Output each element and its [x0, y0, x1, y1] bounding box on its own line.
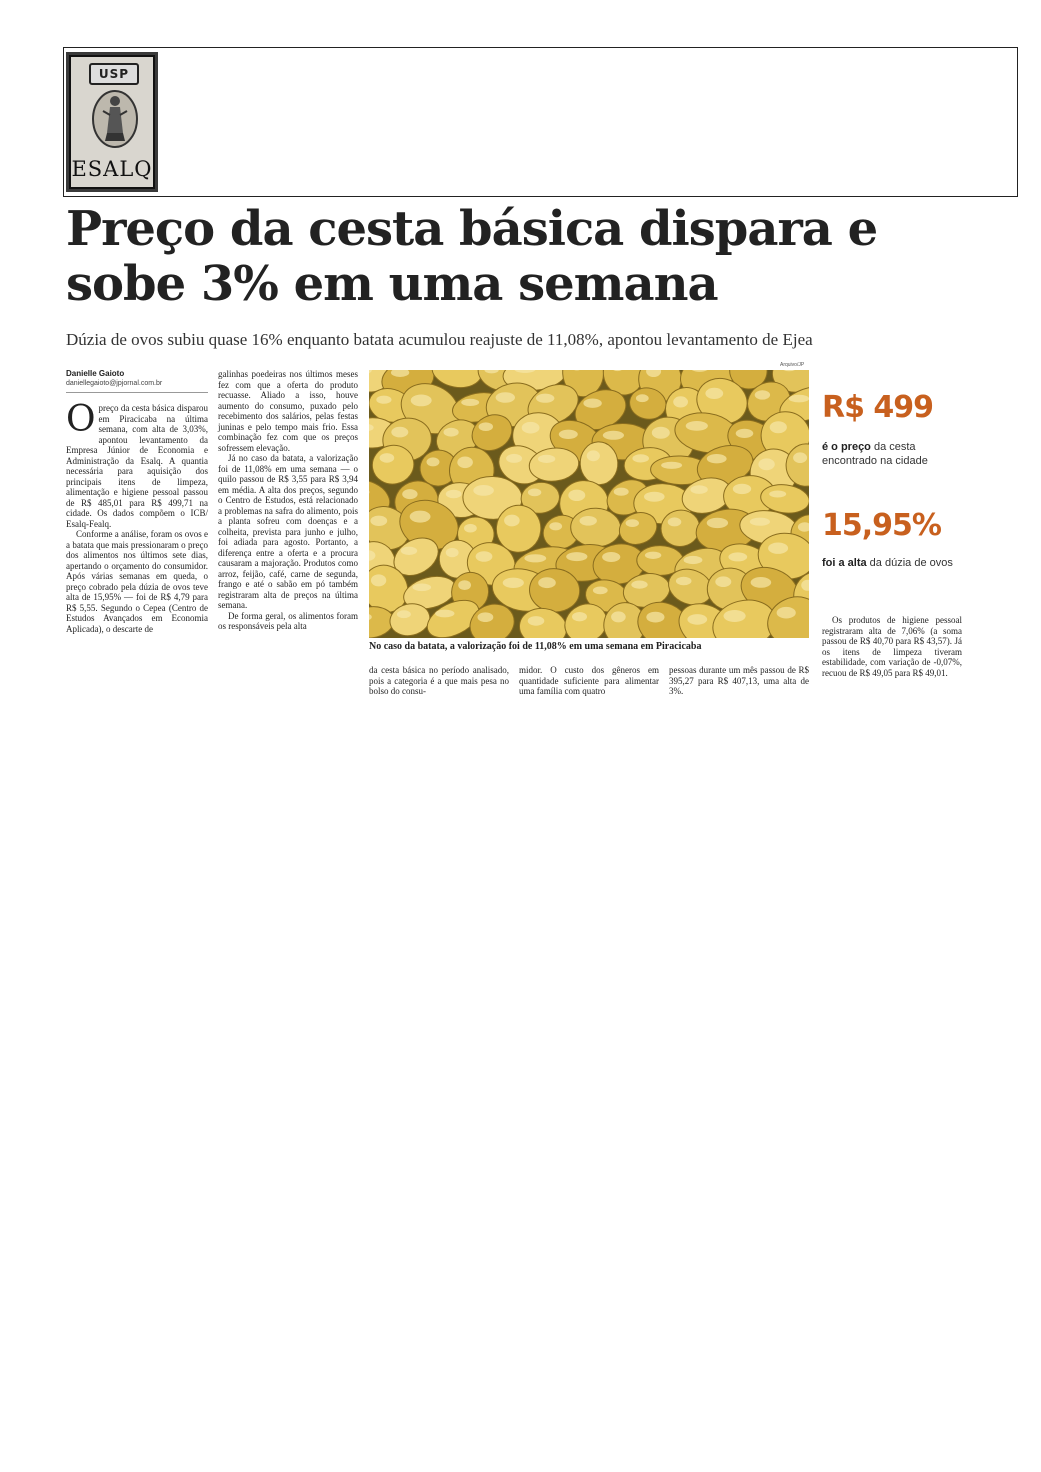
potato-highlight	[793, 452, 807, 463]
potato-highlight	[686, 421, 708, 431]
potato-highlight	[410, 511, 431, 523]
potato-highlight	[478, 612, 494, 622]
paragraph: pessoas durante um mês passou de R$ 395,27 para R$ 407,13, uma alta de 3%.	[669, 665, 809, 696]
potato-highlight	[568, 490, 585, 501]
potato-highlight	[632, 454, 649, 462]
potato-highlight	[528, 489, 541, 497]
stat-eggs-label: foi a alta da dúzia de ovos	[822, 557, 953, 569]
potato-highlight	[457, 457, 473, 469]
header-frame	[63, 47, 1018, 197]
potato-highlight	[676, 577, 692, 586]
potato-highlight	[572, 612, 587, 621]
potato-highlight	[751, 577, 772, 588]
potato-highlight	[750, 518, 770, 526]
potato-highlight	[690, 485, 707, 494]
potato-highlight	[446, 490, 462, 499]
potato-highlight	[789, 395, 809, 403]
potato-highlight	[611, 611, 626, 622]
potato-highlight	[479, 422, 493, 431]
potato-highlight	[380, 453, 395, 463]
potato-highlight	[755, 390, 770, 399]
potato-highlight	[758, 458, 774, 470]
potato-highlight	[506, 454, 522, 463]
potato-highlight	[435, 610, 454, 618]
article-column-2	[218, 369, 358, 632]
article-column-3	[369, 665, 509, 697]
potato-highlight	[733, 484, 751, 494]
esalq-logo-text: ESALQ	[71, 157, 153, 181]
potato-highlight	[549, 522, 562, 530]
potato-highlight	[707, 454, 727, 463]
potato-highlight	[661, 462, 682, 469]
potato-highlight	[673, 396, 688, 407]
potato-highlight	[668, 517, 682, 526]
potato-highlight	[401, 547, 417, 555]
potato-highlight	[728, 552, 747, 561]
photo-caption: No caso da batata, a valorização foi de 11,08% em uma semana em Piracicaba	[369, 641, 702, 652]
potato-highlight	[476, 551, 493, 562]
potato-highlight	[559, 430, 578, 439]
potato-highlight	[603, 431, 624, 440]
esalq-logo	[66, 52, 158, 192]
potato-highlight	[427, 457, 440, 466]
potatoes-image-icon	[369, 370, 809, 638]
potato-highlight	[736, 429, 754, 438]
paragraph: Opreço da cesta básica disparou em Piracicaba na última semana, com alta de 3,03%, apontou levantamento da Empresa Júnior de Economia e Administração da Esalq. A quantia necessária para aquisição dos principais itens de limpeza, alimentação e higiene pessoal passou de R$ 485,01 para R$ 499,71 na cidade. Os dados compõem o ICB/ Esalq-Fealq.	[66, 399, 208, 529]
paragraph: da cesta básica no período analisado, pois a categoria é a que mais pesa no bolso do consu-	[369, 665, 509, 696]
potato-highlight	[538, 455, 555, 463]
paragraph: De forma geral, os alimentos foram os responsáveis pela alta	[218, 610, 358, 631]
potato-highlight	[715, 576, 731, 587]
paragraph: Conforme a análise, foram os ovos e a batata que mais pressionaram o preço dos alimentos nos últimos sete dias, apertando o orçamento do consumidor. Após várias semanas em queda, o preço cobrado pela dúzia de ovos teve alta de 15,95% — foi de R$ 4,79 para R$ 5,55. Segundo o Cepea (Centro de Estudos Avançados em Economia Aplicada), o descarte de	[66, 529, 208, 634]
potato-highlight	[528, 616, 545, 626]
potato-highlight	[652, 427, 670, 439]
potato-highlight	[626, 519, 639, 527]
potatoes-photo	[369, 370, 809, 638]
article-column-5	[669, 665, 809, 697]
potato-highlight	[583, 399, 601, 408]
potato-highlight	[446, 548, 459, 557]
potato-highlight	[769, 491, 786, 498]
potato-highlight	[645, 552, 661, 559]
potato-highlight	[376, 396, 391, 404]
potato-highlight	[684, 556, 703, 564]
potato-highlight	[503, 578, 524, 588]
potato-highlight	[444, 428, 459, 437]
paragraph: Os produtos de higiene pessoal registraram alta de 7,06% (a soma passou de R$ 40,70 para R$ 43,57). Já os itens de limpeza tiveram estabilidade, com variação de -0,07%, recuou de R$ 49,05 para R$ 49,01.	[822, 615, 962, 678]
article-headline: Preço da cesta básica dispara e sobe 3% em uma semana	[66, 201, 878, 312]
potato-highlight	[646, 612, 664, 623]
potato-highlight	[370, 516, 387, 526]
photo-credit: Arquivo/JP	[780, 362, 805, 368]
potato-highlight	[687, 614, 707, 625]
potato-highlight	[458, 580, 471, 590]
stat-price-label: é o preço da cesta encontrado na cidade	[822, 441, 928, 467]
byline-divider	[66, 392, 208, 393]
paragraph: galinhas poedeiras nos últimos meses fez com que a oferta do produto recuasse. Aliado a isso, houve aumento do consumo, puxado pelo recebimento dos salários, pelas festas juninas e pelo tempo mais frio. Essa combinação fez com que os preços sofressem elevação.	[218, 369, 358, 453]
sidebar-paragraph	[822, 615, 962, 678]
potato-highlight	[768, 543, 788, 554]
potato-highlight	[636, 394, 649, 402]
potato-highlight	[707, 518, 728, 528]
statue-emblem-icon	[81, 85, 149, 151]
article-column-1	[66, 399, 208, 634]
potato-highlight	[614, 488, 629, 496]
potato-highlight	[473, 485, 494, 496]
potato-highlight	[536, 394, 554, 403]
potato-highlight	[504, 515, 520, 527]
usp-logo-text: USP	[89, 63, 139, 85]
potato-highlight	[496, 392, 515, 403]
potato-highlight	[770, 421, 787, 433]
potato-highlight	[724, 610, 746, 622]
article-column-4	[519, 665, 659, 697]
potato-highlight	[464, 524, 477, 533]
paragraph: Já no caso da batata, a valorização foi de 11,08% em uma semana — o quilo passou de R$ 3,55 para R$ 3,94 em média. A alta dos preços, segundo o Centro de Estudos, está relacionado a problemas na safra do alimento, pois a planta sofreu com doenças e a colheita, prevista para junho e julho, foi adiada para agosto. Portanto, a diferença entre a oferta e a procura causaram a majoração. Produtos como arroz, feijão, café, carne de segunda, frango e até o sabão em pó também registraram alta de preços na última semana.	[218, 453, 358, 610]
header-rule	[955, 196, 975, 197]
potato-highlight	[777, 607, 796, 619]
paragraph: midor. O custo dos gêneros em quantidade suficiente para alimentar uma família com quatro	[519, 665, 659, 696]
potato-highlight	[397, 610, 411, 618]
potato-highlight	[602, 552, 620, 562]
potato-highlight	[644, 492, 665, 502]
potato-highlight	[587, 450, 600, 461]
potato-highlight	[461, 399, 479, 406]
potato-highlight	[411, 395, 432, 407]
stat-eggs-value: 15,95%	[822, 508, 941, 543]
byline-author: Danielle Gaioto	[66, 369, 125, 378]
potato-highlight	[522, 422, 540, 434]
potato-highlight	[593, 587, 608, 595]
potato-highlight	[566, 552, 587, 561]
potato-highlight	[371, 574, 386, 586]
article-subhead: Dúzia de ovos subiu quase 16% enquanto batata acumulou reajuste de 11,08%, apontou levantamento de Ejea	[66, 330, 813, 349]
potato-highlight	[580, 516, 597, 526]
potato-highlight	[413, 584, 432, 592]
potato-highlight	[705, 388, 723, 399]
stat-price-value: R$ 499	[822, 390, 934, 425]
potato-highlight	[538, 577, 556, 588]
drop-cap: O	[66, 399, 96, 440]
potato-highlight	[391, 427, 408, 438]
potato-highlight	[402, 489, 417, 499]
potato-highlight	[524, 554, 546, 562]
potato-highlight	[631, 581, 647, 589]
byline-email[interactable]: daniellegaioto@jpjornal.com.br	[66, 380, 163, 387]
